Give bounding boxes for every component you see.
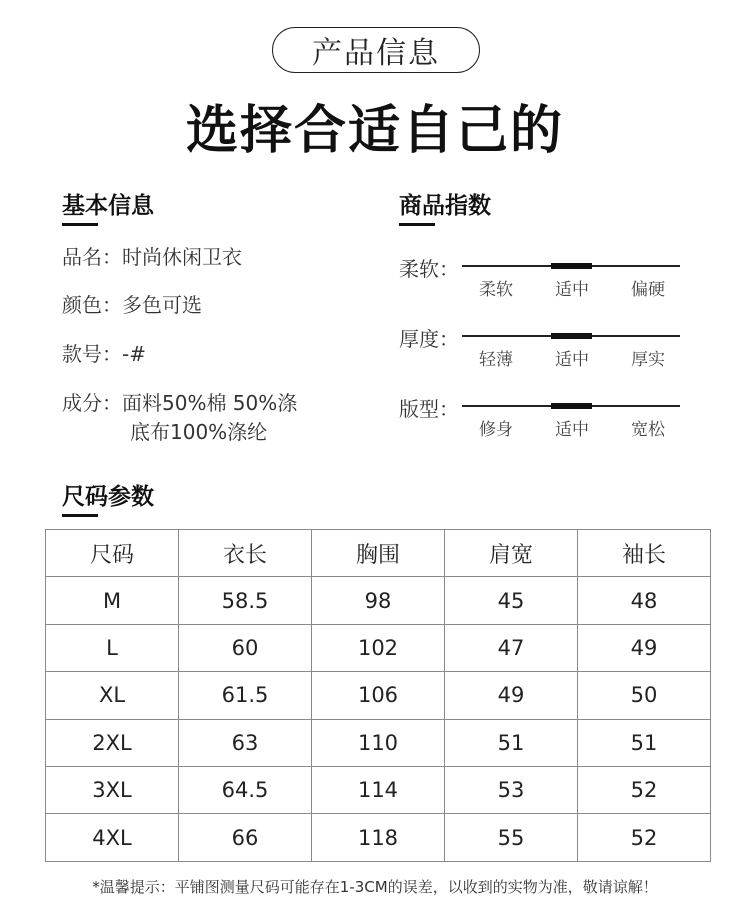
size-table <box>45 529 711 862</box>
info-key: 颜色： <box>62 293 122 317</box>
info-key: 品名： <box>62 245 122 269</box>
index-label-softness: 柔软： <box>399 257 459 281</box>
index-option: 厚实 <box>631 350 665 370</box>
table-cell: 64.5 <box>179 766 312 813</box>
index-marker <box>551 263 592 269</box>
info-key: 成分： <box>62 391 122 415</box>
info-key: 款号： <box>62 342 122 366</box>
index-label-fit: 版型： <box>399 397 459 421</box>
index-option: 偏硬 <box>631 280 665 300</box>
table-cell: 52 <box>578 814 711 861</box>
table-cell: 61.5 <box>179 672 312 719</box>
table-row <box>46 719 711 766</box>
table-cell: 4XL <box>46 814 179 861</box>
title-underline <box>62 223 98 226</box>
table-row <box>46 624 711 671</box>
title-underline <box>399 223 435 226</box>
table-cell: L <box>46 624 179 671</box>
table-cell: 2XL <box>46 719 179 766</box>
table-header-cell: 衣长 <box>179 530 312 577</box>
title-underline <box>62 514 98 517</box>
index-option: 适中 <box>555 280 589 300</box>
table-header-row <box>46 530 711 577</box>
table-cell: 106 <box>312 672 445 719</box>
basic-info-title <box>62 187 154 220</box>
index-option: 适中 <box>555 420 589 440</box>
table-cell: 50 <box>578 672 711 719</box>
info-material-continued: 底布100%涤纶 <box>130 420 268 444</box>
table-cell: 118 <box>312 814 445 861</box>
table-cell: 55 <box>445 814 578 861</box>
info-value: -# <box>122 342 146 366</box>
table-cell: 110 <box>312 719 445 766</box>
table-cell: 102 <box>312 624 445 671</box>
table-header-cell: 尺码 <box>46 530 179 577</box>
index-option: 修身 <box>479 420 513 440</box>
info-row-material <box>62 389 297 417</box>
info-value: 面料50%棉 50%涤 <box>122 391 298 415</box>
table-cell: XL <box>46 672 179 719</box>
table-row <box>46 814 711 861</box>
table-header-cell: 肩宽 <box>445 530 578 577</box>
table-header-cell: 袖长 <box>578 530 711 577</box>
info-row-style-no <box>62 340 146 368</box>
table-cell: 63 <box>179 719 312 766</box>
index-option: 轻薄 <box>479 350 513 370</box>
table-row <box>46 577 711 624</box>
index-option: 宽松 <box>631 420 665 440</box>
table-cell: 53 <box>445 766 578 813</box>
index-marker <box>551 333 592 339</box>
table-header-cell: 胸围 <box>312 530 445 577</box>
product-index-title-text: 商品指数 <box>399 193 491 219</box>
table-cell: 58.5 <box>179 577 312 624</box>
product-index-title <box>399 187 491 220</box>
index-label-thickness: 厚度： <box>399 327 459 351</box>
table-cell: 47 <box>445 624 578 671</box>
table-cell: 49 <box>578 624 711 671</box>
info-value: 时尚休闲卫衣 <box>122 245 242 269</box>
table-cell: 60 <box>179 624 312 671</box>
info-row-color <box>62 291 202 319</box>
table-row <box>46 672 711 719</box>
section-pill-title: 产品信息 <box>272 27 480 73</box>
index-option: 柔软 <box>479 280 513 300</box>
table-cell: 52 <box>578 766 711 813</box>
index-option: 适中 <box>555 350 589 370</box>
table-cell: 98 <box>312 577 445 624</box>
table-cell: M <box>46 577 179 624</box>
size-params-title-text: 尺码参数 <box>62 484 154 510</box>
index-marker <box>551 403 592 409</box>
table-cell: 3XL <box>46 766 179 813</box>
info-row-name <box>62 243 242 271</box>
table-cell: 51 <box>578 719 711 766</box>
page-headline: 选择合适自己的 <box>185 101 564 161</box>
table-cell: 48 <box>578 577 711 624</box>
footnote: *温馨提示：平铺图测量尺码可能存在1-3CM的误差，以收到的实物为准，敬请谅解！ <box>92 878 658 896</box>
table-cell: 49 <box>445 672 578 719</box>
info-value: 多色可选 <box>122 293 202 317</box>
table-cell: 45 <box>445 577 578 624</box>
size-params-title <box>62 478 154 511</box>
table-cell: 51 <box>445 719 578 766</box>
table-cell: 114 <box>312 766 445 813</box>
table-cell: 66 <box>179 814 312 861</box>
table-row <box>46 766 711 813</box>
basic-info-title-text: 基本信息 <box>62 193 154 219</box>
